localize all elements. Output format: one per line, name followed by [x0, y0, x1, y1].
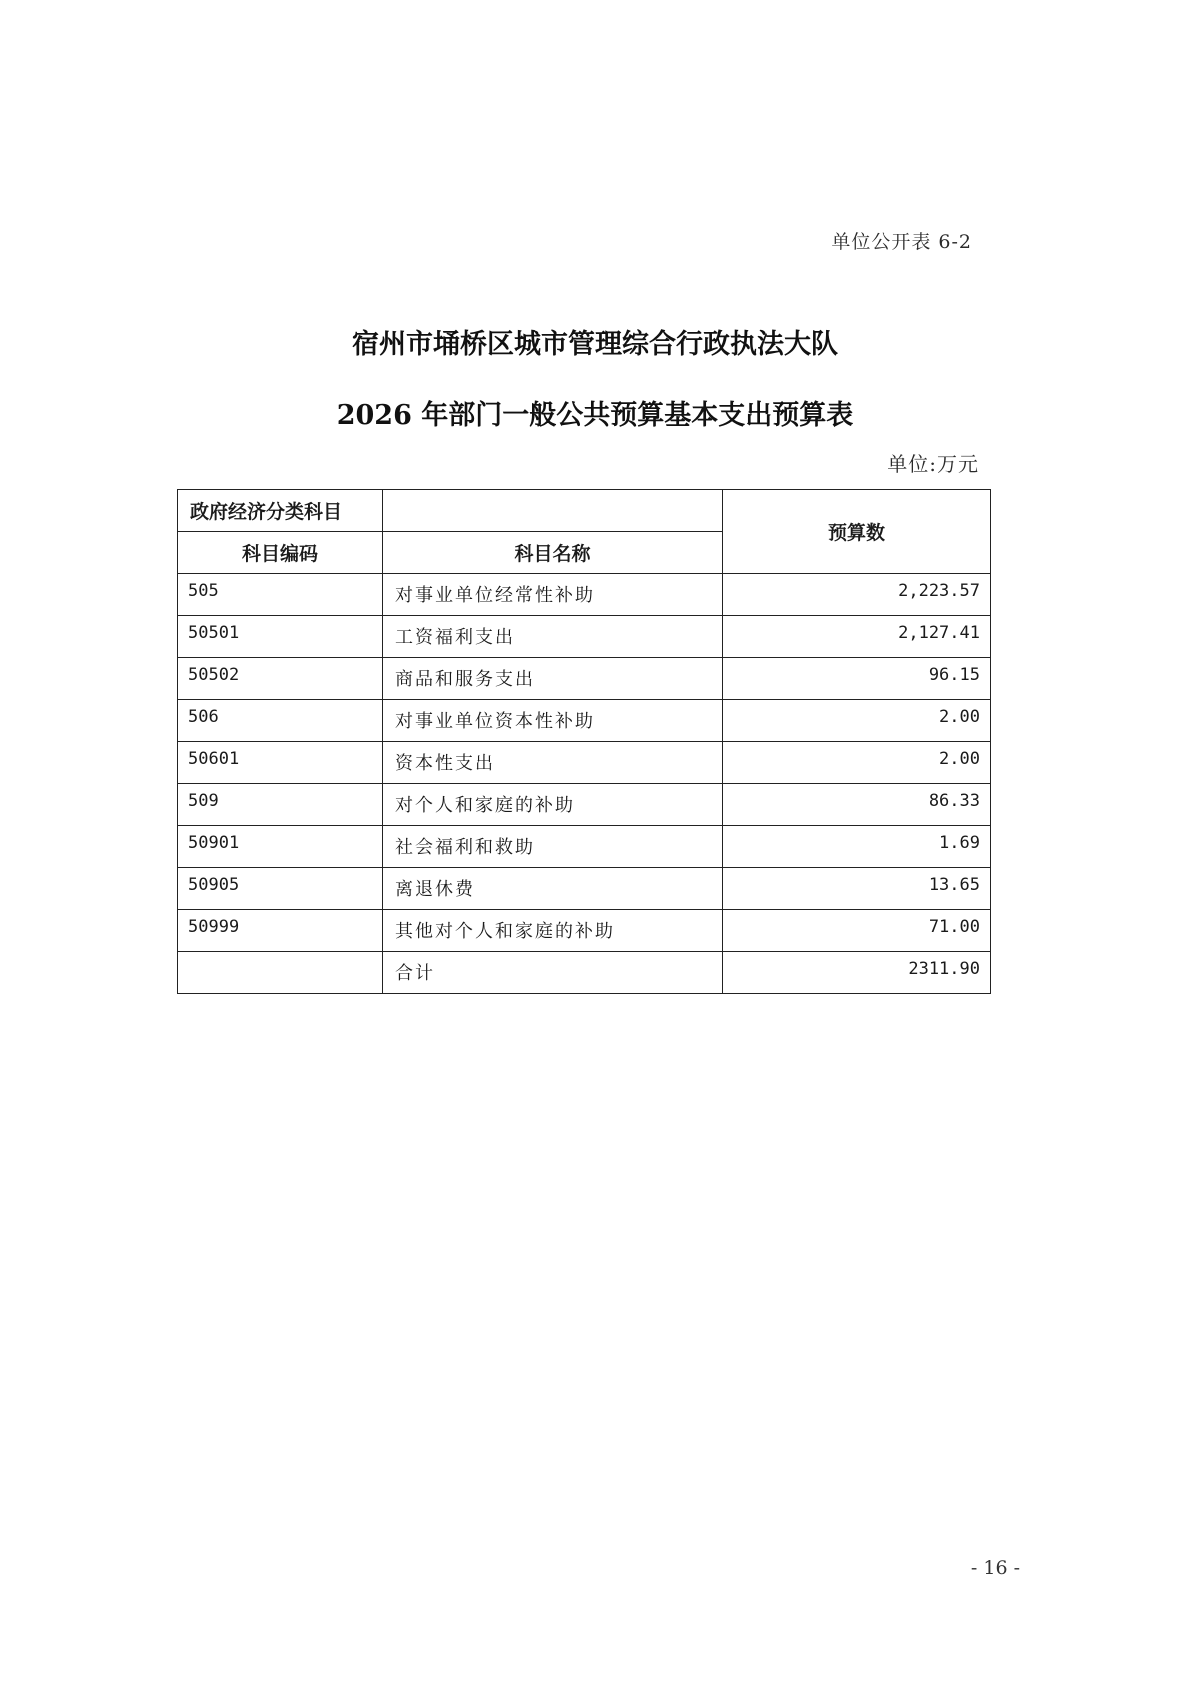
row-amount: 86.33 [723, 784, 991, 826]
row-amount: 2.00 [723, 700, 991, 742]
unit-label: 单位:万元 [887, 452, 979, 476]
row-amount: 1.69 [723, 826, 991, 868]
row-name: 商品和服务支出 [383, 658, 723, 700]
row-amount: 2,223.57 [723, 574, 991, 616]
group-header-blank [383, 490, 723, 532]
table-row [178, 616, 991, 658]
table-row [178, 826, 991, 868]
row-name: 离退休费 [383, 868, 723, 910]
row-amount: 13.65 [723, 868, 991, 910]
total-amount: 2311.90 [723, 952, 991, 994]
row-code: 50502 [178, 658, 383, 700]
page-subtitle: 2026 年部门一般公共预算基本支出预算表 [336, 400, 854, 431]
row-name: 对个人和家庭的补助 [383, 784, 723, 826]
row-name: 其他对个人和家庭的补助 [383, 910, 723, 952]
page-number: - 16 - [970, 1557, 1020, 1579]
total-label: 合计 [383, 952, 723, 994]
total-code [178, 952, 383, 994]
table-total-row [178, 952, 991, 994]
row-code: 506 [178, 700, 383, 742]
budget-table [177, 489, 991, 994]
table-header-row [178, 490, 991, 532]
group-header: 政府经济分类科目 [178, 490, 383, 532]
row-amount: 2,127.41 [723, 616, 991, 658]
table-row [178, 574, 991, 616]
row-amount: 2.00 [723, 742, 991, 784]
row-amount: 96.15 [723, 658, 991, 700]
table-row [178, 784, 991, 826]
row-code: 505 [178, 574, 383, 616]
row-name: 对事业单位经常性补助 [383, 574, 723, 616]
table-row [178, 742, 991, 784]
col-header-amount: 预算数 [723, 490, 991, 574]
row-code: 50601 [178, 742, 383, 784]
row-code: 50999 [178, 910, 383, 952]
row-name: 社会福利和救助 [383, 826, 723, 868]
col-header-code: 科目编码 [178, 532, 383, 574]
col-header-name: 科目名称 [383, 532, 723, 574]
row-code: 50905 [178, 868, 383, 910]
row-code: 50901 [178, 826, 383, 868]
row-amount: 71.00 [723, 910, 991, 952]
row-name: 对事业单位资本性补助 [383, 700, 723, 742]
table-row [178, 868, 991, 910]
row-name: 资本性支出 [383, 742, 723, 784]
page-title: 宿州市埇桥区城市管理综合行政执法大队 [352, 329, 838, 360]
row-code: 50501 [178, 616, 383, 658]
form-code: 单位公开表 6-2 [831, 231, 972, 253]
row-code: 509 [178, 784, 383, 826]
row-name: 工资福利支出 [383, 616, 723, 658]
table-row [178, 700, 991, 742]
table-row [178, 658, 991, 700]
table-row [178, 910, 991, 952]
